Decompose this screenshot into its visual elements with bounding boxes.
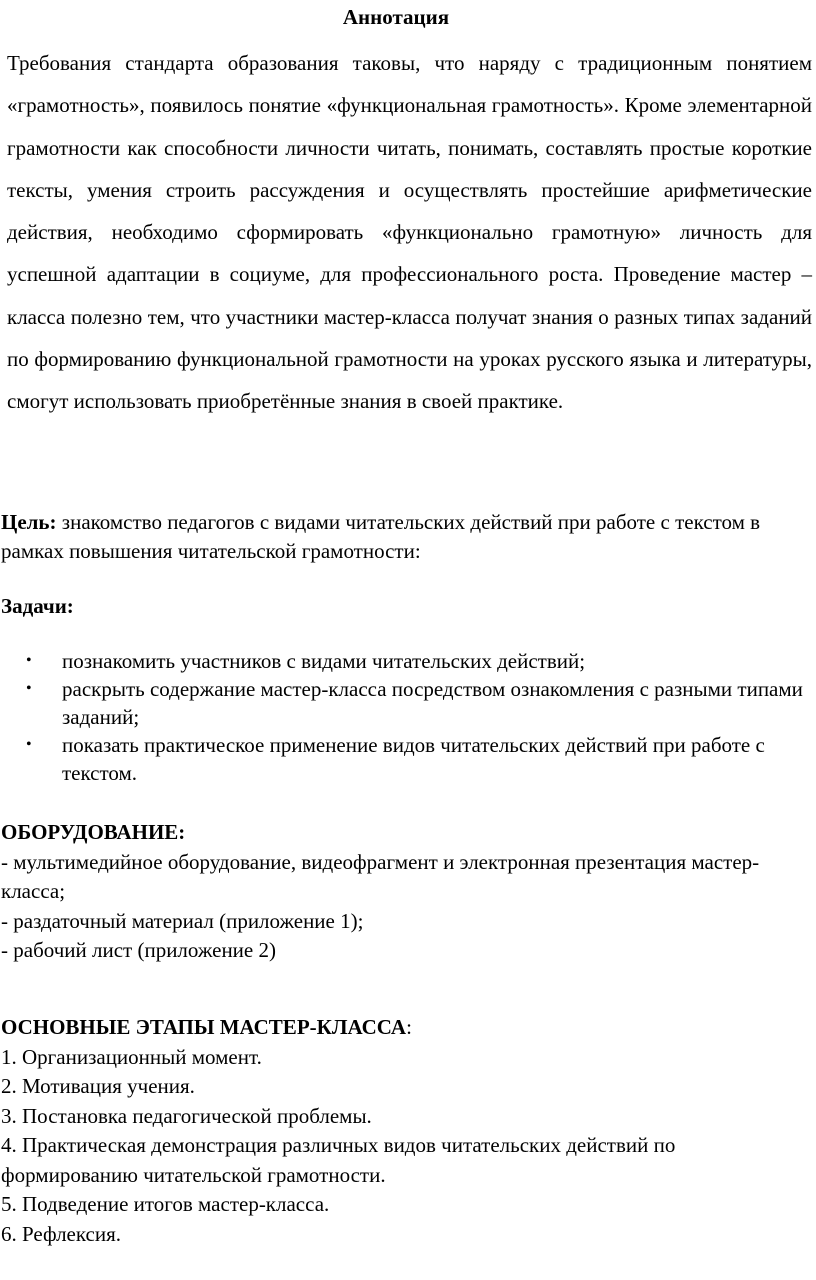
equipment-section bbox=[1, 818, 813, 966]
stages-section bbox=[1, 1013, 813, 1249]
goal-text: знакомство педагогов с видами читательских действий при работе с текстом в рамках повышения читательской грамотности: bbox=[1, 510, 761, 563]
abstract-paragraph: Требования стандарта образования таковы, что наряду с традиционным понятием «грамотность», появилось понятие «функциональная грамотность». Кроме элементарной грамотности как способности личности читать, понимать, составлять простые короткие тексты, умения строить рассуждения и осуществлять простейшие арифметические действия, необходимо сформировать «функционально грамотную» личность для успешной адаптации в социуме, для профессионального роста. Проведение мастер – класса полезно тем, что участники мастер-класса получат знания о разных типах заданий по формированию функциональной грамотности на уроках русского языка и литературы, смогут использовать приобретённые знания в своей практике. bbox=[7, 51, 812, 414]
goal-paragraph bbox=[1, 508, 801, 566]
list-item: 3. Постановка педагогической проблемы. bbox=[1, 1103, 372, 1128]
list-item: - раздаточный материал (приложение 1); bbox=[1, 908, 364, 933]
list-item: - мультимедийное оборудование, видеофрагмент и электронная презентация мастер-класса; bbox=[1, 849, 760, 903]
list-item: 6. Рефлексия. bbox=[1, 1221, 122, 1246]
equipment-heading: ОБОРУДОВАНИЕ: bbox=[1, 820, 186, 844]
list-item: • раскрыть содержание мастер-класса посредством ознакомления с разными типами заданий; bbox=[26, 675, 806, 731]
list-item: • познакомить участников с видами читательских действий; bbox=[26, 647, 806, 675]
tasks-heading: Задачи: bbox=[1, 594, 74, 618]
goal-label: Цель: bbox=[1, 510, 57, 534]
list-item: • показать практическое применение видов читательских действий при работе с текстом. bbox=[26, 731, 806, 787]
list-item: 2. Мотивация учения. bbox=[1, 1074, 195, 1098]
stages-heading: ОСНОВНЫЕ ЭТАПЫ МАСТЕР-КЛАССА bbox=[1, 1015, 407, 1039]
list-item: 5. Подведение итогов мастер-класса. bbox=[1, 1192, 330, 1216]
list-item: 1. Организационный момент. bbox=[1, 1044, 262, 1069]
document-title: Аннотация bbox=[342, 5, 450, 29]
list-item: - рабочий лист (приложение 2) bbox=[1, 938, 276, 962]
tasks-list bbox=[26, 647, 806, 787]
stages-heading-colon: : bbox=[406, 1015, 412, 1039]
list-item: 4. Практическая демонстрация различных видов читательских действий по формированию читательской грамотности. bbox=[1, 1133, 676, 1187]
stages-heading-line bbox=[1, 1013, 813, 1043]
